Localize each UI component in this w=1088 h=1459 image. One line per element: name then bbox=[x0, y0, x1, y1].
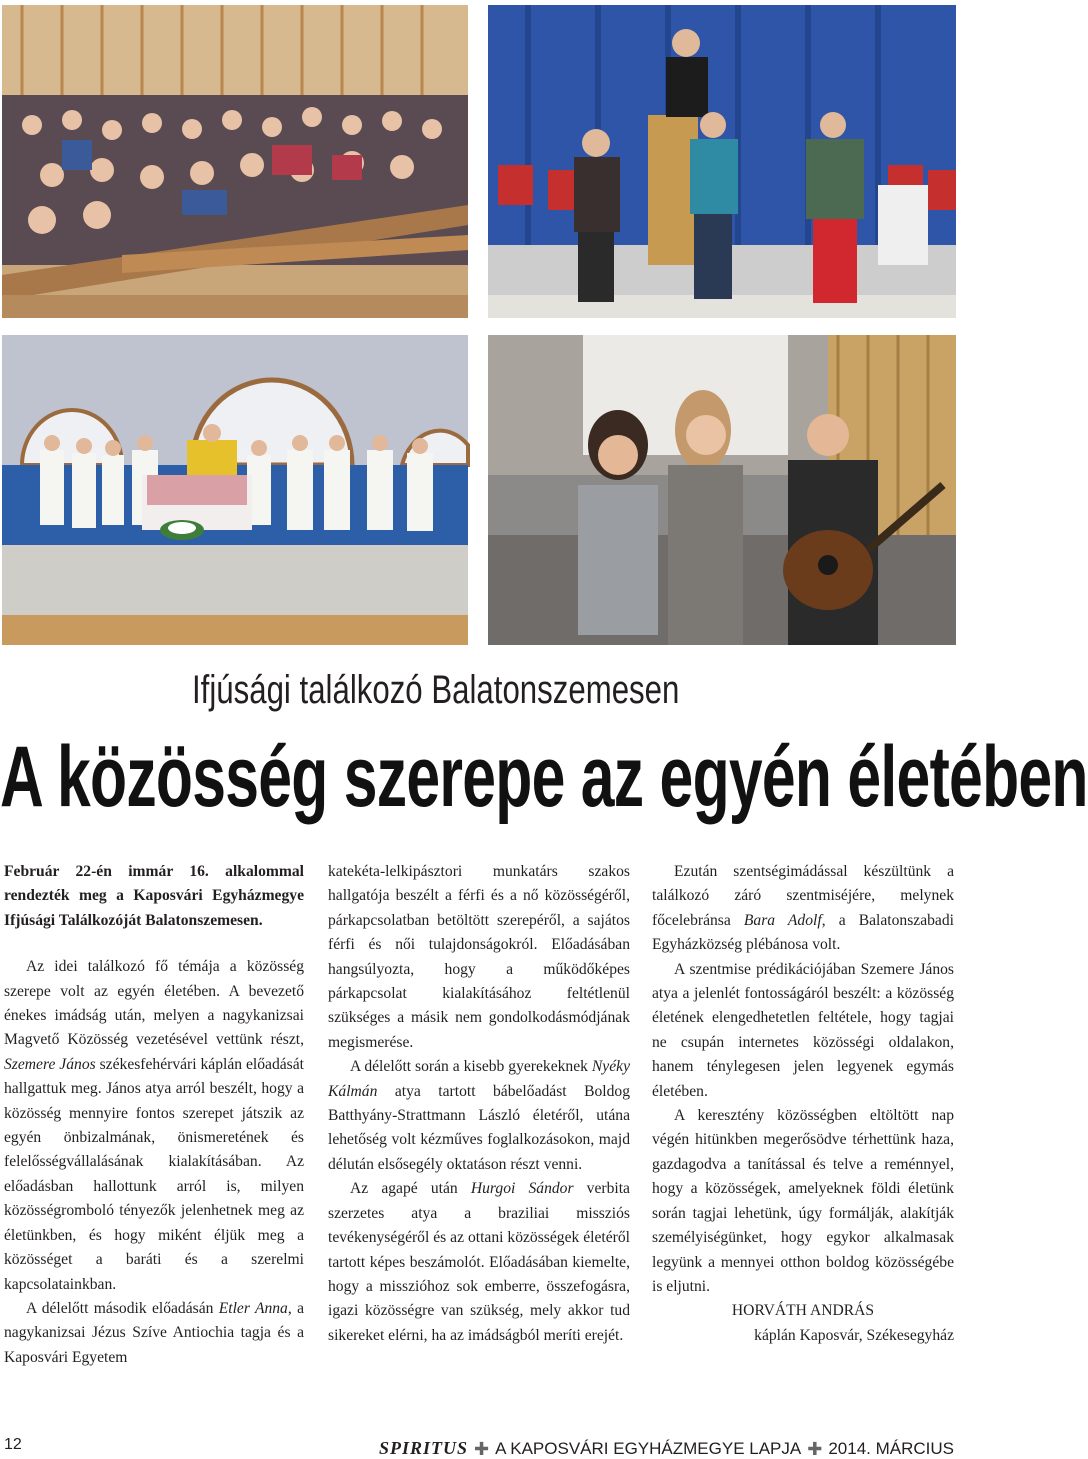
photo-holy-mass bbox=[2, 335, 468, 645]
paragraph: A keresztény közösségben eltöltött nap végén hitünkben megerősödve térhettünk haza, gazdagodva a tanítással és telve a reménnyel, hogy a közösségek, amelyeknek földi életünk során tagjai lehetünk, úgy formálják, alakítják személyiségünket, hogy egykor alkalmasak legyünk a mennyei otthon boldog közösségébe is eljutni. bbox=[652, 1107, 954, 1295]
author-role: káplán Kaposvár, Székesegyház bbox=[754, 1326, 954, 1344]
paragraph: A szentmise prédikációjában Szemere János atya a jelenlét fontosságáról beszélt: a közösség életének elengedhetetlen feltétele, hogy tagjai ne csupán internetes közösségi oldalakon, hanem ténylegesen jelen legyenek egymás életében. bbox=[652, 960, 954, 1100]
paragraph: katekéta-lelkipásztori munkatárs szakos hallgatója beszélt a férfi és a nő közösségéről, párkapcsolatban betöltött szerepéről, a sajátos férfi és női tulajdonságokról. Előadásában hangsúlyozta, hogy a működőképes párkapcsolat kialakításához feltétlenül szükséges a másik nem gondolkodásmódjának megismerése. bbox=[328, 863, 630, 1051]
speaker-name: Szemere János bbox=[4, 1055, 96, 1073]
speaker-name: Nyéky Kálmán bbox=[328, 1058, 630, 1100]
cross-icon: ✚ bbox=[474, 1438, 490, 1459]
speaker-name: Hurgoi Sándor bbox=[470, 1180, 574, 1198]
page-footer bbox=[0, 1432, 960, 1458]
article-column-2 bbox=[328, 860, 630, 1348]
publication-line bbox=[379, 1438, 954, 1459]
article-headline: A közösség szerepe az egyén életében bbox=[0, 729, 1088, 825]
photo-stage-worship bbox=[488, 5, 956, 318]
brand-logo: SPIRITUS bbox=[379, 1438, 469, 1458]
article-column-1 bbox=[4, 860, 304, 1370]
issue-date: 2014. MÁRCIUS bbox=[828, 1438, 954, 1458]
celebrant-name: Bara Adolf bbox=[743, 911, 822, 929]
paragraph: Ezután szentségimádással készültünk a találkozó záró szentmiséjére, melynek főcelebránsa Bara Adolf, a Balatonszabadi Egyházközség plébánosa volt. bbox=[652, 863, 954, 954]
lead-paragraph: Február 22-én immár 16. alkalommal rendezték meg a Kaposvári Egyházmegye Ifjúsági Találkozóját Balatonszemesen. bbox=[4, 863, 304, 929]
publication-name: A KAPOSVÁRI EGYHÁZMEGYE LAPJA bbox=[495, 1438, 802, 1458]
speaker-name: Etler Anna bbox=[218, 1299, 288, 1317]
photo-audience bbox=[2, 5, 468, 318]
paragraph: Az idei találkozó fő témája a közösség szerepe volt az egyén életében. A bevezető énekes imádság után, melyen a nagykanizsai Magvető Közösség vezetésével vettünk részt, Szemere János székesfehérvári káplán előadását hallgattuk meg. János atya arról beszélt, hogy a közösség mennyire fontos szerepet játszik az egyén önbizalmának, önismeretének és felelősségvállalásának kialakításában. Az előadásban hallottunk arról is, milyen közösségromboló tényezők jelenhetnek meg az életünkben, és hogy miként éljük meg a közösséget a baráti és a szerelmi kapcsolatainkban. bbox=[4, 958, 304, 1293]
article-column-3 bbox=[652, 860, 954, 1348]
paragraph: Az agapé után Hurgoi Sándor verbita szerzetes atya a braziliai missziós tevékenységéről és az ottani közösségek életéről tartott képes beszámolót. Előadásában kiemelte, hogy a misszióhoz sok emberre, összefogásra, igazi közösségre van szükség, mely akkor tud sikereket elérni, ha az imádságból meríti erejét. bbox=[328, 1180, 630, 1344]
photo-singers-guitar bbox=[488, 335, 956, 645]
paragraph: A délelőtt során a kisebb gyerekeknek Nyéky Kálmán atya tartott bábelőadást Boldog Batthyány-Strattmann László életéről, utána lehetőség volt kézműves foglalkozásokon, majd délután elsősegély oktatáson részt venni. bbox=[328, 1058, 630, 1173]
author-name: HORVÁTH ANDRÁS bbox=[731, 1302, 875, 1320]
cross-icon: ✚ bbox=[807, 1438, 823, 1459]
article-kicker: Ifjúsági találkozó Balatonszemesen bbox=[192, 668, 680, 712]
page-number: 12 bbox=[4, 1436, 22, 1453]
paragraph: A délelőtt második előadásán Etler Anna, a nagykanizsai Jézus Szíve Antiochia tagja és a Kaposvári Egyetem bbox=[4, 1299, 304, 1366]
